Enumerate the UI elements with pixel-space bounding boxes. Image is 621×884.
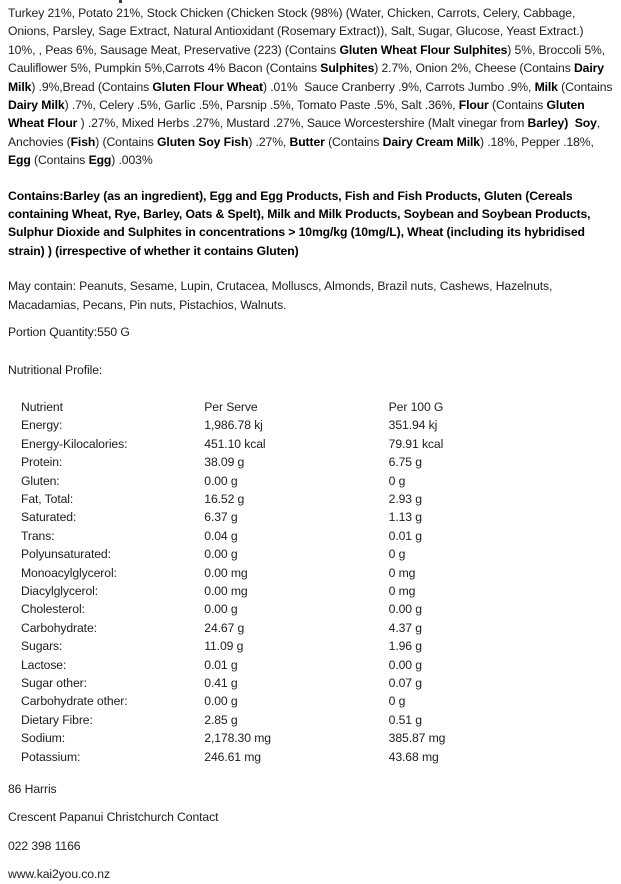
nutrition-table-cell: 38.09 g	[204, 455, 245, 470]
allergen-bold-text: Soy	[574, 116, 597, 131]
nutrition-table-cell: 0.41 g	[204, 676, 238, 690]
ingredient-text: Turkey 21%, Potato 21%, Stock Chicken (Chicken Stock (98%) (Water, Chicken, Carrots, Celery, Cabbage, Onions, Parsley, Sage Extract, Natural Antioxidant (Rosemary Extract)), Salt, Sugar, Glucose, Yeast Extract.) 10%, , Peas 6%, Sausage Meat, Preservative (223) (Contains	[8, 6, 587, 57]
nutrition-table-row	[21, 656, 581, 674]
nutrition-table-row	[21, 564, 581, 582]
ingredient-text: (Contains	[324, 134, 383, 149]
nutritional-profile-heading: Nutritional Profile:	[8, 362, 103, 377]
ingredient-text: ) (Contains	[95, 134, 158, 149]
column-header-per-serve: Per Serve	[204, 399, 258, 414]
nutrition-table-header-row	[21, 398, 581, 416]
nutrition-table-cell: 0.07 g	[388, 676, 422, 690]
ingredient-text: ) .003%	[111, 153, 153, 168]
nutrition-table-cell: 4.37 g	[388, 620, 422, 635]
nutrition-table-cell: 1.96 g	[388, 639, 422, 654]
address-line-1: 86 Harris	[8, 782, 57, 797]
nutrition-table-cell: Gluten:	[21, 473, 60, 488]
nutrition-table-cell: 0 g	[388, 694, 406, 709]
nutrition-table-cell: 0.01 g	[388, 528, 422, 543]
nutrition-table-row	[21, 435, 581, 453]
nutrition-table-cell: 79.91 kcal	[388, 436, 444, 451]
ingredient-text: ) 2.7%, Onion 2%, Cheese (Contains	[374, 61, 574, 76]
nutrition-table-cell: Cholesterol:	[21, 602, 85, 617]
nutrition-table-row	[21, 453, 581, 471]
nutrition-table-cell: 0.00 g	[204, 694, 238, 709]
nutrition-table-cell: 351.94 kj	[388, 418, 438, 433]
allergen-bold-text: Sulphites	[320, 61, 375, 76]
nutrition-table-row	[21, 508, 581, 526]
allergen-bold-text: Gluten Wheat Flour	[8, 98, 588, 131]
allergen-bold-text: Egg	[8, 153, 31, 168]
nutrition-table-cell: 451.10 kcal	[204, 436, 266, 451]
nutrition-table-cell: 0.04 g	[204, 528, 238, 543]
nutrition-table-cell: 0.00 g	[204, 547, 238, 562]
ingredient-text: ) .01% Sauce Cranberry .9%, Carrots Jumbo .9%,	[263, 79, 535, 94]
nutrition-table-cell: 0 mg	[388, 583, 416, 598]
nutrition-table-cell: 0.00 mg	[204, 583, 248, 598]
portion-quantity-text: Portion Quantity:550 G	[8, 325, 130, 340]
nutrition-table-row	[21, 582, 581, 600]
allergen-bold-text: Dairy Milk	[8, 98, 65, 113]
ingredient-text	[568, 116, 575, 130]
nutrition-table-cell: Protein:	[21, 455, 63, 470]
ingredient-text: ) .9%,Bread (Contains	[31, 79, 153, 94]
ingredient-text: ) .7%, Celery .5%, Garlic .5%, Parsnip .5%, Tomato Paste .5%, Salt .36%,	[64, 98, 459, 113]
allergen-bold-text: Dairy Milk	[8, 61, 608, 94]
nutrition-table-cell: 1,986.78 kj	[204, 418, 263, 433]
allergen-bold-text: Egg	[88, 153, 112, 168]
nutrition-table-row	[21, 674, 581, 692]
nutrition-table-row	[21, 490, 581, 508]
nutrition-table-cell: Sugars:	[21, 639, 63, 654]
website-url: www.kai2you.co.nz	[8, 867, 110, 882]
allergen-bold-text: Gluten Soy Fish	[157, 134, 249, 149]
nutrition-table	[21, 398, 581, 766]
ingredient-text: (Contains	[557, 79, 616, 94]
nutrition-table-cell: Fat, Total:	[21, 491, 74, 506]
nutrition-table-cell: 1.13 g	[388, 510, 422, 525]
allergen-bold-text: Gluten Wheat Flour Sulphites	[339, 42, 508, 57]
nutrition-table-row	[21, 527, 581, 545]
nutrition-table-row	[21, 637, 581, 655]
may-contain-statement: May contain: Peanuts, Sesame, Lupin, Crutacea, Molluscs, Almonds, Brazil nuts, Cashews, Hazelnuts, Macadamias, Pecans, Pin nuts, Pistachios, Walnuts.	[8, 279, 556, 312]
column-header-per-100g: Per 100 G	[388, 399, 444, 414]
allergen-bold-text: Barley)	[527, 116, 569, 131]
nutrition-table-cell: Potassium:	[21, 749, 81, 764]
address-line-2: Crescent Papanui Christchurch Contact	[8, 810, 219, 825]
allergen-bold-text: Butter	[289, 134, 325, 149]
cropped-glyph-fragment	[119, 0, 122, 3]
nutrition-table-cell: 0.00 mg	[204, 565, 248, 580]
nutrition-table-row	[21, 711, 581, 729]
nutrition-table-cell: Dietary Fibre:	[21, 712, 93, 727]
nutrition-table-cell: 6.37 g	[204, 510, 238, 525]
column-header-nutrient: Nutrient	[21, 399, 63, 414]
nutrition-table-cell: 16.52 g	[204, 491, 245, 506]
nutrition-table-cell: 0 g	[388, 547, 406, 562]
nutrition-table-row	[21, 472, 581, 490]
ingredient-text: ) .18%, Pepper .18%,	[479, 134, 598, 149]
ingredients-text	[8, 4, 614, 170]
allergen-bold-text: Fish	[70, 134, 96, 149]
allergen-contains-statement: Contains:Barley (as an ingredient), Egg and Egg Products, Fish and Fish Products, Gluten (Cereals containing Wheat, Rye, Barley, Oats & Spelt), Milk and Milk Products, Soybean and Soybean Products, Sulphur Dioxide and Sulphites in concentrations > 10mg/kg (10mg/L), Wheat (including its hybridised strain) ) (irrespective of whether it contains Gluten)	[8, 188, 594, 258]
nutrition-table-cell: Lactose:	[21, 657, 67, 672]
phone-number: 022 398 1166	[8, 838, 81, 853]
ingredient-text: ) .27%,	[248, 134, 290, 149]
allergen-bold-text: Flour	[458, 98, 489, 113]
nutrition-table-cell: Sodium:	[21, 731, 66, 746]
nutrition-table-cell: 0 g	[388, 473, 406, 488]
nutrition-table-cell: Monoacylglycerol:	[21, 565, 117, 580]
allergen-bold-text: Dairy Cream Milk	[382, 134, 480, 149]
allergen-bold-text: Milk	[534, 79, 558, 94]
nutrition-table-cell: 0.00 g	[388, 657, 422, 672]
nutrition-table-row	[21, 600, 581, 618]
ingredient-text: (Contains	[30, 153, 89, 168]
nutrition-table-body	[21, 416, 581, 766]
ingredient-text: ) .27%, Mixed Herbs .27%, Mustard .27%, Sauce Worcestershire (Malt vinegar from	[77, 116, 528, 131]
nutrition-table-row	[21, 619, 581, 637]
nutrition-table-cell: Energy-Kilocalories:	[21, 436, 128, 451]
nutrition-table-row	[21, 416, 581, 434]
ingredient-text: , Anchovies (	[8, 116, 603, 149]
nutrition-table-cell: Carbohydrate:	[21, 620, 97, 635]
nutrition-table-cell: Diacylglycerol:	[21, 583, 99, 598]
ingredient-text: ) 5%, Broccoli 5%, Cauliflower 5%, Pumpkin 5%,Carrots 4% Bacon (Contains	[8, 42, 609, 76]
nutrition-table-cell: Polyunsaturated:	[21, 547, 111, 562]
nutrition-table-cell: Carbohydrate other:	[21, 694, 128, 709]
nutrition-table-cell: 0 mg	[388, 565, 416, 580]
nutrition-table-cell: Energy:	[21, 418, 63, 433]
nutrition-table-cell: 11.09 g	[204, 639, 244, 654]
nutrition-table-cell: 0.00 g	[204, 473, 238, 488]
nutrition-table-cell: 24.67 g	[204, 620, 245, 635]
nutrition-table-cell: 43.68 mg	[388, 749, 439, 764]
nutrition-table-cell: 2.93 g	[388, 491, 422, 506]
nutrition-table-row	[21, 748, 581, 766]
allergen-bold-text: Gluten Flour Wheat	[152, 79, 263, 94]
nutrition-table-cell: 385.87 mg	[388, 731, 446, 746]
nutrition-table-cell: 246.61 mg	[204, 749, 261, 764]
contact-footer	[8, 780, 614, 884]
nutrition-table-row	[21, 545, 581, 563]
nutrition-table-cell: 0.01 g	[204, 657, 238, 672]
ingredient-text: (Contains	[488, 98, 547, 113]
nutrition-table-cell: Saturated:	[21, 510, 77, 525]
nutrition-table-cell: 2,178.30 mg	[204, 731, 271, 746]
nutrition-table-cell: 0.00 g	[388, 602, 422, 617]
nutrition-table-row	[21, 692, 581, 710]
nutrition-table-row	[21, 729, 581, 747]
nutrition-table-cell: 6.75 g	[388, 455, 422, 470]
nutrition-table-cell: Trans:	[21, 528, 55, 543]
nutrition-table-cell: 0.51 g	[388, 712, 422, 727]
nutrition-table-cell: 2.85 g	[204, 712, 238, 727]
nutrition-table-cell: Sugar other:	[21, 676, 87, 690]
nutrition-table-cell: 0.00 g	[204, 602, 238, 617]
